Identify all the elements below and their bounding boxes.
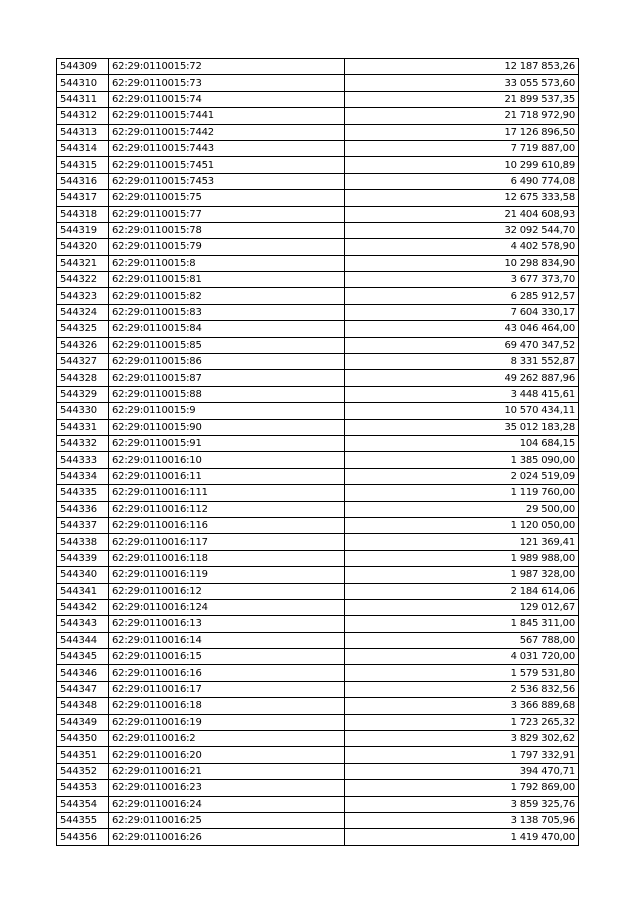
table-row (57, 59, 579, 75)
table-row (57, 75, 579, 91)
value-cell: 69 470 347,52 (345, 337, 579, 353)
cadastral-number-cell: 62:29:0110015:7441 (109, 108, 345, 124)
cadastral-number-cell: 62:29:0110016:11 (109, 468, 345, 484)
value-cell: 10 298 834,90 (345, 255, 579, 271)
cadastral-number-cell: 62:29:0110015:87 (109, 370, 345, 386)
value-cell: 1 579 531,80 (345, 665, 579, 681)
value-cell: 1 419 470,00 (345, 829, 579, 845)
cadastral-number-cell: 62:29:0110015:84 (109, 321, 345, 337)
table-row (57, 91, 579, 107)
row-number-cell: 544337 (57, 517, 109, 533)
value-cell: 1 120 050,00 (345, 517, 579, 533)
table-row (57, 108, 579, 124)
row-number-cell: 544350 (57, 731, 109, 747)
cadastral-number-cell: 62:29:0110015:91 (109, 435, 345, 451)
row-number-cell: 544341 (57, 583, 109, 599)
cadastral-number-cell: 62:29:0110016:14 (109, 632, 345, 648)
value-cell: 8 331 552,87 (345, 354, 579, 370)
table-row (57, 583, 579, 599)
row-number-cell: 544311 (57, 91, 109, 107)
value-cell: 121 369,41 (345, 534, 579, 550)
cadastral-number-cell: 62:29:0110016:2 (109, 731, 345, 747)
row-number-cell: 544347 (57, 681, 109, 697)
cadastral-number-cell: 62:29:0110015:78 (109, 222, 345, 238)
table-row (57, 419, 579, 435)
table-row (57, 370, 579, 386)
table-row (57, 403, 579, 419)
row-number-cell: 544354 (57, 796, 109, 812)
value-cell: 1 723 265,32 (345, 714, 579, 730)
value-cell: 7 719 887,00 (345, 140, 579, 156)
value-cell: 17 126 896,50 (345, 124, 579, 140)
value-cell: 7 604 330,17 (345, 304, 579, 320)
table-row (57, 190, 579, 206)
value-cell: 3 448 415,61 (345, 386, 579, 402)
cadastral-number-cell: 62:29:0110016:116 (109, 517, 345, 533)
cadastral-number-cell: 62:29:0110016:24 (109, 796, 345, 812)
value-cell: 3 829 302,62 (345, 731, 579, 747)
cadastral-number-cell: 62:29:0110015:86 (109, 354, 345, 370)
value-cell: 394 470,71 (345, 763, 579, 779)
row-number-cell: 544332 (57, 435, 109, 451)
row-number-cell: 544317 (57, 190, 109, 206)
value-cell: 21 718 972,90 (345, 108, 579, 124)
table-row (57, 206, 579, 222)
table-row (57, 485, 579, 501)
value-cell: 21 404 608,93 (345, 206, 579, 222)
cadastral-number-cell: 62:29:0110015:81 (109, 272, 345, 288)
cadastral-number-cell: 62:29:0110015:8 (109, 255, 345, 271)
row-number-cell: 544322 (57, 272, 109, 288)
value-cell: 1 989 988,00 (345, 550, 579, 566)
cadastral-number-cell: 62:29:0110016:112 (109, 501, 345, 517)
row-number-cell: 544325 (57, 321, 109, 337)
value-cell: 1 119 760,00 (345, 485, 579, 501)
cadastral-number-cell: 62:29:0110015:74 (109, 91, 345, 107)
row-number-cell: 544353 (57, 780, 109, 796)
cadastral-number-cell: 62:29:0110015:90 (109, 419, 345, 435)
cadastral-number-cell: 62:29:0110015:72 (109, 59, 345, 75)
table-row (57, 501, 579, 517)
cadastral-number-cell: 62:29:0110016:20 (109, 747, 345, 763)
row-number-cell: 544334 (57, 468, 109, 484)
cadastral-number-cell: 62:29:0110015:73 (109, 75, 345, 91)
cadastral-number-cell: 62:29:0110015:7442 (109, 124, 345, 140)
table-row (57, 780, 579, 796)
row-number-cell: 544340 (57, 567, 109, 583)
table-row (57, 321, 579, 337)
cadastral-number-cell: 62:29:0110016:21 (109, 763, 345, 779)
row-number-cell: 544328 (57, 370, 109, 386)
row-number-cell: 544313 (57, 124, 109, 140)
cadastral-number-cell: 62:29:0110015:7451 (109, 157, 345, 173)
value-cell: 6 490 774,08 (345, 173, 579, 189)
value-cell: 129 012,67 (345, 599, 579, 615)
value-cell: 1 987 328,00 (345, 567, 579, 583)
table-row (57, 681, 579, 697)
row-number-cell: 544320 (57, 239, 109, 255)
row-number-cell: 544324 (57, 304, 109, 320)
cadastral-number-cell: 62:29:0110016:10 (109, 452, 345, 468)
table-row (57, 649, 579, 665)
table-row (57, 599, 579, 615)
table-row (57, 288, 579, 304)
cadastral-number-cell: 62:29:0110015:88 (109, 386, 345, 402)
table-row (57, 304, 579, 320)
value-cell: 3 366 889,68 (345, 698, 579, 714)
table-row (57, 239, 579, 255)
row-number-cell: 544344 (57, 632, 109, 648)
table-row (57, 698, 579, 714)
row-number-cell: 544355 (57, 812, 109, 828)
row-number-cell: 544349 (57, 714, 109, 730)
cadastral-number-cell: 62:29:0110016:124 (109, 599, 345, 615)
row-number-cell: 544356 (57, 829, 109, 845)
table-row (57, 763, 579, 779)
value-cell: 21 899 537,35 (345, 91, 579, 107)
value-cell: 33 055 573,60 (345, 75, 579, 91)
cadastral-number-cell: 62:29:0110015:75 (109, 190, 345, 206)
value-cell: 2 024 519,09 (345, 468, 579, 484)
cadastral-number-cell: 62:29:0110016:111 (109, 485, 345, 501)
table-row (57, 173, 579, 189)
value-cell: 2 184 614,06 (345, 583, 579, 599)
cadastral-number-cell: 62:29:0110016:26 (109, 829, 345, 845)
cadastral-number-cell: 62:29:0110015:7443 (109, 140, 345, 156)
row-number-cell: 544339 (57, 550, 109, 566)
cadastral-number-cell: 62:29:0110016:119 (109, 567, 345, 583)
cadastral-number-cell: 62:29:0110015:85 (109, 337, 345, 353)
value-cell: 1 845 311,00 (345, 616, 579, 632)
table-row (57, 632, 579, 648)
cadastral-number-cell: 62:29:0110016:12 (109, 583, 345, 599)
row-number-cell: 544331 (57, 419, 109, 435)
row-number-cell: 544343 (57, 616, 109, 632)
row-number-cell: 544352 (57, 763, 109, 779)
table-row (57, 665, 579, 681)
value-cell: 2 536 832,56 (345, 681, 579, 697)
table-row (57, 337, 579, 353)
table-row (57, 829, 579, 845)
cadastral-number-cell: 62:29:0110015:82 (109, 288, 345, 304)
table-body (57, 59, 579, 846)
value-cell: 4 031 720,00 (345, 649, 579, 665)
table-row (57, 550, 579, 566)
row-number-cell: 544333 (57, 452, 109, 468)
value-cell: 1 797 332,91 (345, 747, 579, 763)
value-cell: 3 677 373,70 (345, 272, 579, 288)
cadastral-number-cell: 62:29:0110015:7453 (109, 173, 345, 189)
table-row (57, 157, 579, 173)
row-number-cell: 544315 (57, 157, 109, 173)
value-cell: 3 138 705,96 (345, 812, 579, 828)
row-number-cell: 544321 (57, 255, 109, 271)
table-row (57, 124, 579, 140)
row-number-cell: 544314 (57, 140, 109, 156)
row-number-cell: 544327 (57, 354, 109, 370)
value-cell: 35 012 183,28 (345, 419, 579, 435)
table-row (57, 567, 579, 583)
row-number-cell: 544323 (57, 288, 109, 304)
table-row (57, 731, 579, 747)
cadastral-number-cell: 62:29:0110016:25 (109, 812, 345, 828)
cadastral-number-cell: 62:29:0110015:77 (109, 206, 345, 222)
cadastral-number-cell: 62:29:0110016:117 (109, 534, 345, 550)
row-number-cell: 544329 (57, 386, 109, 402)
cadastral-number-cell: 62:29:0110016:19 (109, 714, 345, 730)
table-row (57, 517, 579, 533)
row-number-cell: 544336 (57, 501, 109, 517)
cadastral-value-table (56, 58, 579, 846)
cadastral-number-cell: 62:29:0110016:18 (109, 698, 345, 714)
cadastral-number-cell: 62:29:0110016:118 (109, 550, 345, 566)
cadastral-number-cell: 62:29:0110015:83 (109, 304, 345, 320)
value-cell: 1 792 869,00 (345, 780, 579, 796)
cadastral-number-cell: 62:29:0110016:15 (109, 649, 345, 665)
value-cell: 10 299 610,89 (345, 157, 579, 173)
value-cell: 49 262 887,96 (345, 370, 579, 386)
row-number-cell: 544348 (57, 698, 109, 714)
row-number-cell: 544342 (57, 599, 109, 615)
value-cell: 104 684,15 (345, 435, 579, 451)
cadastral-number-cell: 62:29:0110016:17 (109, 681, 345, 697)
row-number-cell: 544309 (57, 59, 109, 75)
value-cell: 10 570 434,11 (345, 403, 579, 419)
table-row (57, 222, 579, 238)
table-row (57, 616, 579, 632)
table-row (57, 435, 579, 451)
row-number-cell: 544351 (57, 747, 109, 763)
cadastral-number-cell: 62:29:0110015:9 (109, 403, 345, 419)
row-number-cell: 544316 (57, 173, 109, 189)
value-cell: 43 046 464,00 (345, 321, 579, 337)
table-row (57, 354, 579, 370)
value-cell: 12 187 853,26 (345, 59, 579, 75)
value-cell: 29 500,00 (345, 501, 579, 517)
value-cell: 4 402 578,90 (345, 239, 579, 255)
row-number-cell: 544338 (57, 534, 109, 550)
table-row (57, 272, 579, 288)
row-number-cell: 544345 (57, 649, 109, 665)
row-number-cell: 544319 (57, 222, 109, 238)
row-number-cell: 544346 (57, 665, 109, 681)
table-row (57, 255, 579, 271)
value-cell: 3 859 325,76 (345, 796, 579, 812)
value-cell: 12 675 333,58 (345, 190, 579, 206)
row-number-cell: 544310 (57, 75, 109, 91)
value-cell: 1 385 090,00 (345, 452, 579, 468)
row-number-cell: 544318 (57, 206, 109, 222)
row-number-cell: 544335 (57, 485, 109, 501)
table-row (57, 796, 579, 812)
table-row (57, 534, 579, 550)
cadastral-number-cell: 62:29:0110016:23 (109, 780, 345, 796)
row-number-cell: 544312 (57, 108, 109, 124)
value-cell: 32 092 544,70 (345, 222, 579, 238)
cadastral-number-cell: 62:29:0110015:79 (109, 239, 345, 255)
row-number-cell: 544330 (57, 403, 109, 419)
value-cell: 6 285 912,57 (345, 288, 579, 304)
table-row (57, 714, 579, 730)
cadastral-number-cell: 62:29:0110016:16 (109, 665, 345, 681)
table-row (57, 812, 579, 828)
table-row (57, 452, 579, 468)
value-cell: 567 788,00 (345, 632, 579, 648)
table-row (57, 386, 579, 402)
row-number-cell: 544326 (57, 337, 109, 353)
table-row (57, 140, 579, 156)
table-row (57, 747, 579, 763)
table-row (57, 468, 579, 484)
cadastral-number-cell: 62:29:0110016:13 (109, 616, 345, 632)
